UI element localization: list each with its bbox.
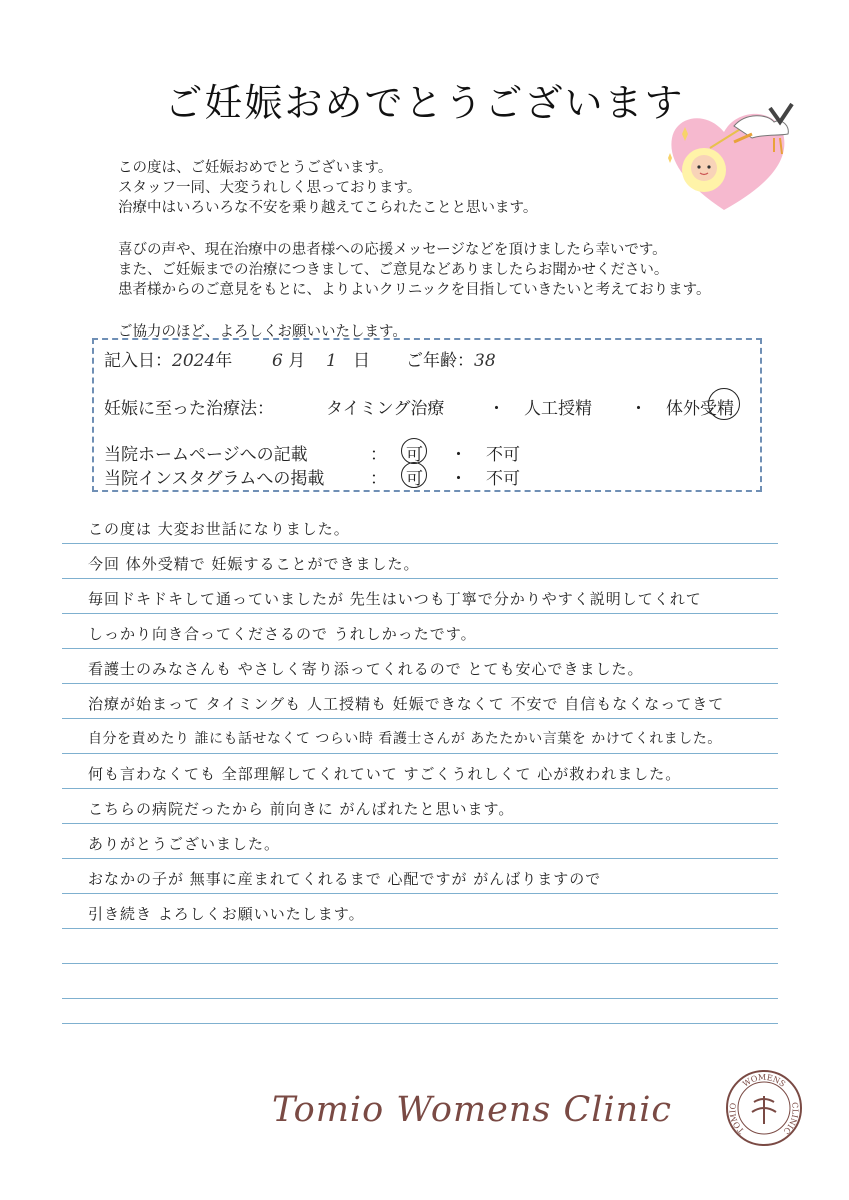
intro-paragraph [118, 240, 710, 300]
ruled-line [62, 543, 778, 544]
colon: ： [370, 469, 387, 489]
date-label: 記入日： [104, 351, 172, 371]
ruled-line [62, 613, 778, 614]
treatment-option-ivf[interactable]: 体外受精 [666, 399, 734, 419]
year-value: 2024 [172, 351, 216, 371]
message-line: 看護士のみなさんも やさしく寄り添ってくれるので とても安心できました。 [88, 660, 644, 678]
colon: ： [370, 445, 387, 465]
treatment-label: 妊娠に至った治療法： [104, 399, 274, 419]
message-line: おなかの子が 無事に産まれてくれるまで 心配ですが がんばりますので [88, 870, 602, 888]
ruled-line [62, 753, 778, 754]
ruled-line [62, 788, 778, 789]
ruled-line [62, 718, 778, 719]
ruled-line [62, 683, 778, 684]
insta-permit-option[interactable]: 可 [406, 469, 423, 489]
svg-text:WOMENS: WOMENS [741, 1072, 788, 1089]
hp-permit-option[interactable]: 可 [406, 445, 423, 465]
intro-line: この度は、ご妊娠おめでとうございます。 [118, 160, 393, 176]
intro-paragraph [118, 158, 710, 218]
ruled-line [62, 893, 778, 894]
month-value: 6 [272, 351, 283, 371]
ruled-line [62, 1023, 778, 1024]
svg-text:CLINIC: CLINIC [781, 1101, 800, 1136]
message-line: 何も言わなくても 全部理解してくれていて すごくうれしくて 心が救われました。 [88, 765, 682, 783]
ruled-line [62, 823, 778, 824]
message-line: 治療が始まって タイミングも 人工授精も 妊娠できなくて 不安で 自信もなくなってきて [88, 695, 725, 713]
intro-line: ご協力のほど、よろしくお願いいたします。 [118, 324, 407, 340]
day-value: 1 [326, 351, 337, 371]
clinic-name-logo: Tomio Womens Clinic [272, 1090, 672, 1130]
day-field [326, 346, 370, 371]
selected-circle-mark [401, 462, 427, 488]
ruled-line [62, 928, 778, 929]
intro-line: また、ご妊娠までの治療につきまして、ご意見などありましたらお聞かせください。 [118, 262, 669, 278]
month-unit: 月 [288, 351, 306, 371]
age-value: 38 [474, 351, 496, 371]
selected-circle-mark [708, 388, 740, 420]
selected-circle-mark [401, 438, 427, 464]
insta-deny-option[interactable]: 不可 [486, 469, 520, 489]
hp-deny-option[interactable]: 不可 [486, 445, 520, 465]
svg-text:TOMIO: TOMIO [728, 1102, 746, 1136]
treatment-option-iui[interactable]: 人工授精 [524, 399, 592, 419]
treatment-option-timing[interactable]: タイミング治療 [326, 399, 445, 419]
month-field [272, 346, 305, 371]
message-line: こちらの病院だったから 前向きに がんばれたと思います。 [88, 800, 515, 818]
message-line: ありがとうございました。 [88, 835, 281, 853]
clinic-seal-logo [724, 1068, 804, 1148]
year-unit: 年 [215, 351, 233, 371]
separator: ・ [450, 445, 467, 465]
message-line: この度は 大変お世話になりました。 [88, 520, 350, 538]
message-line: 毎回ドキドキして通っていましたが 先生はいつも丁寧で分かりやすく説明してくれて [88, 590, 702, 608]
intro-line: 喜びの声や、現在治療中の患者様への応援メッセージなどを頂けましたら幸いです。 [118, 242, 667, 258]
ruled-line [62, 858, 778, 859]
separator: ・ [450, 469, 467, 489]
survey-form-box [92, 338, 762, 492]
ruled-line [62, 648, 778, 649]
message-line: 自分を責めたり 誰にも話せなくて つらい時 看護士さんが あたたかい言葉を かけてくれました。 [88, 731, 722, 747]
message-line: 引き続き よろしくお願いいたします。 [88, 905, 365, 923]
intro-line: 患者様からのご意見をもとに、よりよいクリニックを目指していきたいと考えております。 [118, 282, 711, 298]
message-line: 今回 体外受精で 妊娠することができました。 [88, 555, 420, 573]
date-row [104, 346, 232, 371]
age-label: ご年齢： [406, 351, 474, 371]
ruled-line [62, 963, 778, 964]
ruled-line [62, 578, 778, 579]
age-field [406, 346, 496, 371]
page-title: ご妊娠おめでとうございます [164, 81, 685, 125]
message-line: しっかり向き合ってくださるので うれしかったです。 [88, 625, 477, 643]
hp-label: 当院ホームページへの記載 [104, 445, 308, 465]
intro-line: 治療中はいろいろな不安を乗り越えてこられたことと思います。 [118, 200, 538, 216]
separator: ・ [630, 399, 647, 419]
ruled-line [62, 998, 778, 999]
intro-line: スタッフ一同、大変うれしく思っております。 [118, 180, 422, 196]
separator: ・ [488, 399, 505, 419]
intro-text [118, 158, 710, 364]
insta-label: 当院インスタグラムへの掲載 [104, 469, 325, 489]
day-unit: 日 [353, 351, 371, 371]
